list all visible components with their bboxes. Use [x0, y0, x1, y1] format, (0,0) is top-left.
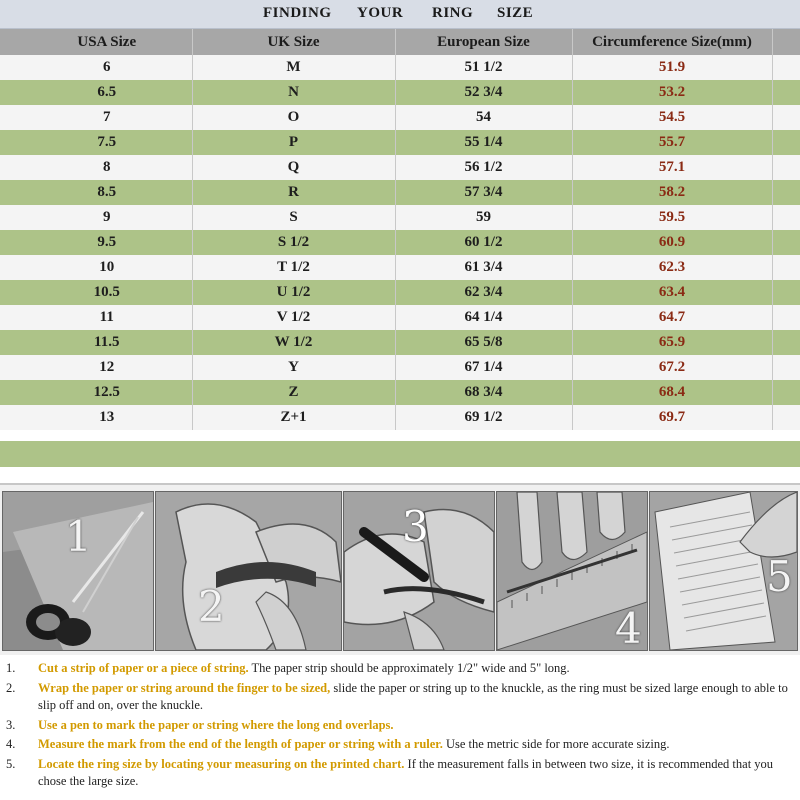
instruction-4 [6, 736, 796, 753]
circumference-cell: 58.2 [572, 180, 772, 205]
step-4-image [496, 491, 648, 651]
usa-size-cell: 11.5 [22, 330, 192, 355]
european-size-cell: 60 1/2 [395, 230, 572, 255]
instruction-text: If the measurement falls in between two size, it is recommended that you chose the large size. [38, 757, 774, 788]
table-row [0, 55, 800, 80]
uk-size-cell: W 1/2 [192, 330, 395, 355]
european-size-cell: 69 1/2 [395, 405, 572, 430]
table-row [0, 380, 800, 405]
header-uk-size: UK Size [192, 29, 395, 55]
circumference-cell: 51.9 [572, 55, 772, 80]
uk-size-cell: Y [192, 355, 395, 380]
instruction-number: 4. [6, 737, 16, 751]
row-spacer [0, 180, 22, 205]
uk-size-cell: T 1/2 [192, 255, 395, 280]
row-spacer [0, 105, 22, 130]
table-row [0, 355, 800, 380]
circumference-cell: 65.9 [572, 330, 772, 355]
circumference-cell: 64.7 [572, 305, 772, 330]
table-row [0, 255, 800, 280]
header-usa-size: USA Size [22, 29, 192, 55]
row-spacer-right [772, 280, 800, 305]
steps-illustration-panel [0, 483, 800, 655]
row-spacer [0, 205, 22, 230]
table-header-row [0, 29, 800, 55]
table-row [0, 155, 800, 180]
finger-wrap-illustration [156, 492, 341, 650]
uk-size-cell: Q [192, 155, 395, 180]
usa-size-cell: 6.5 [22, 80, 192, 105]
uk-size-cell: Z [192, 380, 395, 405]
step-1-image [2, 491, 154, 651]
circumference-cell: 67.2 [572, 355, 772, 380]
uk-size-cell: Z+1 [192, 405, 395, 430]
usa-size-cell: 7.5 [22, 130, 192, 155]
step-number-3: 3 [402, 502, 429, 551]
row-spacer [0, 305, 22, 330]
circumference-cell: 53.2 [572, 80, 772, 105]
european-size-cell: 54 [395, 105, 572, 130]
title-word-ring: RING [432, 5, 474, 21]
table-row [0, 305, 800, 330]
table-row [0, 230, 800, 255]
header-circumference: Circumference Size(mm) [572, 29, 772, 55]
instruction-number: 3. [6, 718, 16, 732]
title-word-finding: FINDING [263, 5, 332, 21]
circumference-cell: 57.1 [572, 155, 772, 180]
table-row [0, 330, 800, 355]
uk-size-cell: M [192, 55, 395, 80]
row-spacer-right [772, 80, 800, 105]
instruction-2 [6, 680, 796, 714]
row-spacer [0, 130, 22, 155]
instruction-text: Use the metric side for more accurate sizing. [442, 737, 670, 751]
row-spacer-right [772, 405, 800, 430]
european-size-cell: 64 1/4 [395, 305, 572, 330]
row-spacer [0, 330, 22, 355]
row-spacer-right [772, 105, 800, 130]
uk-size-cell: S 1/2 [192, 230, 395, 255]
european-size-cell: 68 3/4 [395, 380, 572, 405]
instruction-number: 5. [6, 757, 16, 771]
table-footer-strip [0, 441, 800, 467]
instruction-3 [6, 717, 796, 734]
table-row [0, 205, 800, 230]
title-bar [0, 0, 800, 29]
title-word-your: YOUR [357, 5, 404, 21]
instruction-number: 1. [6, 661, 16, 675]
row-spacer-right [772, 205, 800, 230]
instruction-text: slide the paper or string up to the knuckle, as the ring must be sized large enough to able to slip off and on, over the knuckle. [38, 681, 788, 712]
row-spacer-right [772, 380, 800, 405]
usa-size-cell: 8 [22, 155, 192, 180]
uk-size-cell: P [192, 130, 395, 155]
row-spacer [0, 405, 22, 430]
row-spacer-right [772, 155, 800, 180]
table-row [0, 80, 800, 105]
usa-size-cell: 10 [22, 255, 192, 280]
usa-size-cell: 9.5 [22, 230, 192, 255]
instruction-1 [6, 660, 796, 677]
table-body [0, 55, 800, 430]
row-spacer [0, 230, 22, 255]
circumference-cell: 60.9 [572, 230, 772, 255]
row-spacer-right [772, 230, 800, 255]
row-spacer [0, 255, 22, 280]
step-number-5: 5 [766, 552, 793, 601]
step-2-image [155, 491, 342, 651]
european-size-cell: 67 1/4 [395, 355, 572, 380]
header-european-size: European Size [395, 29, 572, 55]
uk-size-cell: O [192, 105, 395, 130]
table-row [0, 105, 800, 130]
uk-size-cell: S [192, 205, 395, 230]
instruction-5 [6, 756, 796, 790]
table-row [0, 280, 800, 305]
instruction-highlight: Measure the mark from the end of the length of paper or string with a ruler. [38, 737, 443, 751]
circumference-cell: 69.7 [572, 405, 772, 430]
circumference-cell: 55.7 [572, 130, 772, 155]
uk-size-cell: U 1/2 [192, 280, 395, 305]
circumference-cell: 54.5 [572, 105, 772, 130]
step-number-2: 2 [198, 582, 225, 631]
circumference-cell: 68.4 [572, 380, 772, 405]
instruction-highlight: Wrap the paper or string around the finger to be sized, [38, 681, 331, 695]
usa-size-cell: 8.5 [22, 180, 192, 205]
row-spacer [0, 380, 22, 405]
european-size-cell: 56 1/2 [395, 155, 572, 180]
instruction-highlight: Locate the ring size by locating your measuring on the printed chart. [38, 757, 405, 771]
european-size-cell: 61 3/4 [395, 255, 572, 280]
usa-size-cell: 7 [22, 105, 192, 130]
instruction-highlight: Use a pen to mark the paper or string where the long end overlaps. [38, 718, 394, 732]
usa-size-cell: 9 [22, 205, 192, 230]
table-row [0, 405, 800, 430]
ring-size-table [0, 29, 800, 430]
usa-size-cell: 11 [22, 305, 192, 330]
step-number-1: 1 [65, 512, 92, 561]
row-spacer [0, 280, 22, 305]
instruction-number: 2. [6, 681, 16, 695]
european-size-cell: 51 1/2 [395, 55, 572, 80]
step-5-image [649, 491, 798, 651]
european-size-cell: 52 3/4 [395, 80, 572, 105]
circumference-cell: 62.3 [572, 255, 772, 280]
header-spacer-right [772, 29, 800, 55]
row-spacer [0, 80, 22, 105]
european-size-cell: 62 3/4 [395, 280, 572, 305]
table-row [0, 180, 800, 205]
row-spacer [0, 355, 22, 380]
european-size-cell: 65 5/8 [395, 330, 572, 355]
title-word-size: SIZE [497, 5, 534, 21]
uk-size-cell: R [192, 180, 395, 205]
usa-size-cell: 10.5 [22, 280, 192, 305]
table-row [0, 130, 800, 155]
european-size-cell: 55 1/4 [395, 130, 572, 155]
row-spacer [0, 55, 22, 80]
row-spacer-right [772, 330, 800, 355]
step-3-image [343, 491, 495, 651]
uk-size-cell: V 1/2 [192, 305, 395, 330]
instruction-text: The paper strip should be approximately 1/2" wide and 5" long. [248, 661, 570, 675]
usa-size-cell: 13 [22, 405, 192, 430]
step-number-4: 4 [615, 604, 642, 651]
usa-size-cell: 12 [22, 355, 192, 380]
header-spacer [0, 29, 22, 55]
row-spacer-right [772, 180, 800, 205]
european-size-cell: 57 3/4 [395, 180, 572, 205]
circumference-cell: 63.4 [572, 280, 772, 305]
row-spacer-right [772, 130, 800, 155]
row-spacer [0, 155, 22, 180]
circumference-cell: 59.5 [572, 205, 772, 230]
row-spacer-right [772, 55, 800, 80]
usa-size-cell: 12.5 [22, 380, 192, 405]
row-spacer-right [772, 305, 800, 330]
usa-size-cell: 6 [22, 55, 192, 80]
uk-size-cell: N [192, 80, 395, 105]
instruction-highlight: Cut a strip of paper or a piece of string. [38, 661, 249, 675]
row-spacer-right [772, 255, 800, 280]
row-spacer-right [772, 355, 800, 380]
european-size-cell: 59 [395, 205, 572, 230]
